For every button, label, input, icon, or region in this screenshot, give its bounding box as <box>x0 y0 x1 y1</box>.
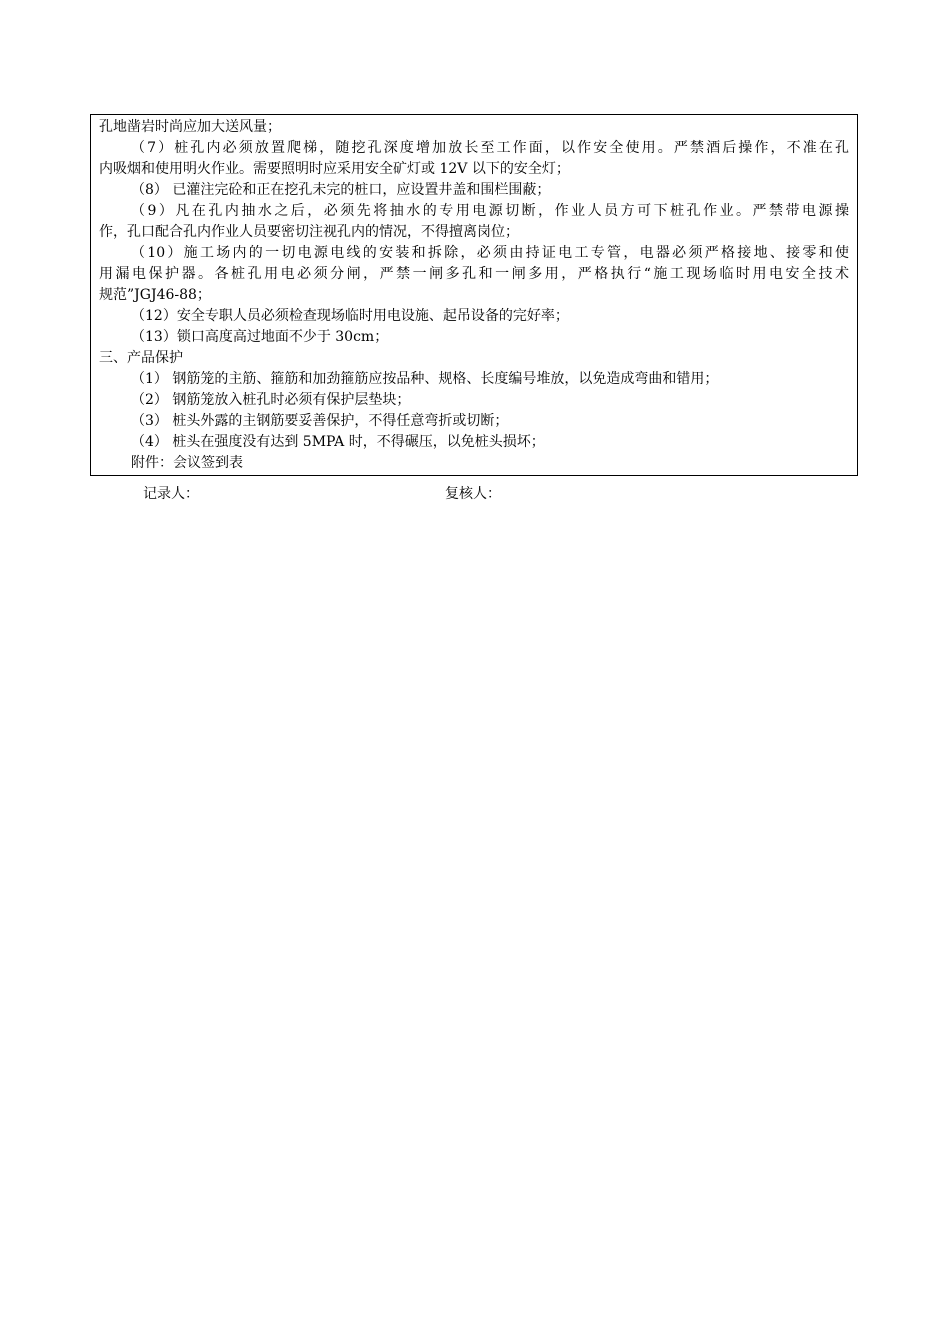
doc-line-16: （4） 桩头在强度没有达到 5MPA 时，不得碾压，以免桩头损坏； <box>131 434 545 450</box>
doc-line-4: （8） 已灌注完砼和正在挖孔未完的桩口，应设置井盖和围栏围蔽； <box>131 182 551 198</box>
doc-line-7: （10）施工场内的一切电源电线的安装和拆除，必须由持证电工专管，电器必须严格接地、接零和使 <box>131 245 849 261</box>
recorder-label: 记录人： <box>143 486 199 502</box>
doc-line-11: （13）锁口高度高过地面不少于 30cm； <box>131 329 389 345</box>
doc-line-6: 作，孔口配合孔内作业人员要密切注视孔内的情况，不得擅离岗位； <box>99 224 519 240</box>
doc-line-3: 内吸烟和使用明火作业。需要照明时应采用安全矿灯或 12V 以下的安全灯； <box>99 161 570 177</box>
doc-line-8: 用漏电保护器。各桩孔用电必须分闸，严禁一闸多孔和一闸多用，严格执行“施工现场临时用电安全技术 <box>99 266 849 282</box>
doc-line-15: （3） 桩头外露的主钢筋要妥善保护，不得任意弯折或切断； <box>131 413 509 429</box>
reviewer-label: 复核人： <box>445 486 501 502</box>
section-heading-product-protection: 三、产品保护 <box>99 350 183 366</box>
doc-line-5: （9）凡在孔内抽水之后，必须先将抽水的专用电源切断，作业人员方可下桩孔作业。严禁带电源操 <box>131 203 849 219</box>
doc-line-10: （12）安全专职人员必须检查现场临时用电设施、起吊设备的完好率； <box>131 308 569 324</box>
doc-line-14: （2） 钢筋笼放入桩孔时必须有保护层垫块； <box>131 392 411 408</box>
doc-line-1: 孔地凿岩时尚应加大送风量； <box>99 119 281 135</box>
attachment-note: 附件：会议签到表 <box>131 455 243 471</box>
document-frame <box>90 114 858 476</box>
doc-line-2: （7）桩孔内必须放置爬梯，随挖孔深度增加放长至工作面，以作安全使用。严禁酒后操作，不准在孔 <box>131 140 849 156</box>
doc-line-9: 规范”JGJ46-88； <box>99 287 211 303</box>
doc-line-13: （1） 钢筋笼的主筋、箍筋和加劲箍筋应按品种、规格、长度编号堆放，以免造成弯曲和错用； <box>131 371 719 387</box>
